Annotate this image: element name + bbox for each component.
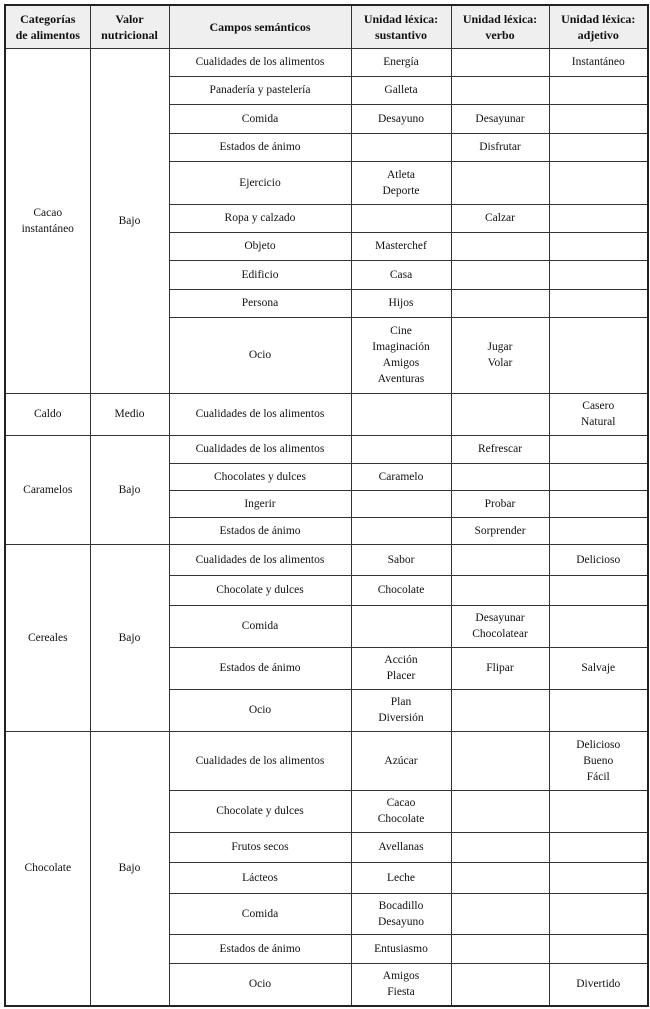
adjective-cell — [549, 463, 648, 490]
verb-cell — [451, 260, 549, 289]
noun-cell: Amigos Fiesta — [351, 963, 451, 1006]
adjective-cell: Casero Natural — [549, 393, 648, 435]
header-row — [5, 5, 648, 48]
semantic-field-cell: Objeto — [169, 232, 351, 260]
adjective-cell — [549, 104, 648, 133]
semantic-field-cell: Comida — [169, 893, 351, 934]
verb-cell — [451, 862, 549, 893]
verb-cell — [451, 731, 549, 790]
semantic-field-cell: Comida — [169, 605, 351, 647]
noun-cell — [351, 490, 451, 517]
table-row — [5, 48, 648, 76]
noun-cell: Cacao Chocolate — [351, 790, 451, 832]
semantic-field-cell: Lácteos — [169, 862, 351, 893]
adjective-cell — [549, 490, 648, 517]
verb-cell — [451, 575, 549, 605]
nutritional-value-cell: Bajo — [90, 435, 169, 544]
adjective-cell — [549, 435, 648, 463]
adjective-cell — [549, 790, 648, 832]
table-row — [5, 731, 648, 790]
verb-cell: Sorprender — [451, 517, 549, 544]
adjective-cell — [549, 893, 648, 934]
semantic-field-cell: Chocolate y dulces — [169, 790, 351, 832]
verb-cell: Flipar — [451, 647, 549, 689]
semantic-field-cell: Ejercicio — [169, 161, 351, 204]
adjective-cell — [549, 133, 648, 161]
nutritional-value-cell: Bajo — [90, 48, 169, 393]
adjective-cell — [549, 204, 648, 232]
verb-cell — [451, 934, 549, 963]
noun-cell: Bocadillo Desayuno — [351, 893, 451, 934]
noun-cell: Avellanas — [351, 832, 451, 862]
noun-cell — [351, 517, 451, 544]
noun-cell: Hijos — [351, 289, 451, 317]
verb-cell — [451, 48, 549, 76]
verb-cell — [451, 544, 549, 575]
semantic-field-cell: Cualidades de los alimentos — [169, 393, 351, 435]
category-cell: Chocolate — [5, 731, 90, 1006]
noun-cell: Entusiasmo — [351, 934, 451, 963]
semantic-field-cell: Panadería y pastelería — [169, 76, 351, 104]
verb-cell — [451, 893, 549, 934]
adjective-cell — [549, 289, 648, 317]
header-noun: Unidad léxica: sustantivo — [351, 5, 451, 48]
table-row — [5, 393, 648, 435]
semantic-field-cell: Ocio — [169, 689, 351, 731]
adjective-cell — [549, 317, 648, 393]
category-cell: Caramelos — [5, 435, 90, 544]
adjective-cell — [549, 232, 648, 260]
verb-cell — [451, 689, 549, 731]
noun-cell: Sabor — [351, 544, 451, 575]
noun-cell — [351, 605, 451, 647]
noun-cell: Casa — [351, 260, 451, 289]
table-row — [5, 544, 648, 575]
verb-cell: Disfrutar — [451, 133, 549, 161]
noun-cell: Cine Imaginación Amigos Aventuras — [351, 317, 451, 393]
adjective-cell — [549, 934, 648, 963]
header-category: Categorías de alimentos — [5, 5, 90, 48]
noun-cell: Plan Diversión — [351, 689, 451, 731]
verb-cell: Calzar — [451, 204, 549, 232]
verb-cell — [451, 963, 549, 1006]
adjective-cell — [549, 76, 648, 104]
header-verb: Unidad léxica: verbo — [451, 5, 549, 48]
verb-cell: Desayunar Chocolatear — [451, 605, 549, 647]
semantic-field-cell: Edificio — [169, 260, 351, 289]
verb-cell — [451, 289, 549, 317]
verb-cell: Jugar Volar — [451, 317, 549, 393]
header-adjective: Unidad léxica: adjetivo — [549, 5, 648, 48]
noun-cell — [351, 204, 451, 232]
noun-cell: Acción Placer — [351, 647, 451, 689]
adjective-cell — [549, 260, 648, 289]
header-nutritional-value: Valor nutricional — [90, 5, 169, 48]
adjective-cell: Divertido — [549, 963, 648, 1006]
semantic-field-cell: Estados de ánimo — [169, 647, 351, 689]
adjective-cell — [549, 862, 648, 893]
verb-cell — [451, 832, 549, 862]
semantic-field-cell: Estados de ánimo — [169, 517, 351, 544]
adjective-cell — [549, 575, 648, 605]
noun-cell — [351, 393, 451, 435]
nutritional-value-cell: Bajo — [90, 544, 169, 731]
noun-cell: Chocolate — [351, 575, 451, 605]
adjective-cell: Delicioso — [549, 544, 648, 575]
verb-cell — [451, 463, 549, 490]
header-semantic-fields: Campos semánticos — [169, 5, 351, 48]
semantic-field-cell: Cualidades de los alimentos — [169, 544, 351, 575]
verb-cell: Probar — [451, 490, 549, 517]
verb-cell: Desayunar — [451, 104, 549, 133]
semantic-field-cell: Ocio — [169, 317, 351, 393]
noun-cell: Azúcar — [351, 731, 451, 790]
semantic-field-cell: Frutos secos — [169, 832, 351, 862]
adjective-cell — [549, 161, 648, 204]
semantic-field-cell: Ocio — [169, 963, 351, 1006]
semantic-field-cell: Chocolates y dulces — [169, 463, 351, 490]
semantic-field-cell: Chocolate y dulces — [169, 575, 351, 605]
semantic-field-cell: Comida — [169, 104, 351, 133]
adjective-cell: Instantáneo — [549, 48, 648, 76]
semantic-field-cell: Ingerir — [169, 490, 351, 517]
table-row — [5, 435, 648, 463]
adjective-cell — [549, 832, 648, 862]
noun-cell: Caramelo — [351, 463, 451, 490]
noun-cell: Masterchef — [351, 232, 451, 260]
category-cell: Cereales — [5, 544, 90, 731]
adjective-cell: Salvaje — [549, 647, 648, 689]
noun-cell: Leche — [351, 862, 451, 893]
verb-cell — [451, 232, 549, 260]
noun-cell: Atleta Deporte — [351, 161, 451, 204]
adjective-cell — [549, 689, 648, 731]
adjective-cell — [549, 605, 648, 647]
noun-cell — [351, 133, 451, 161]
semantic-field-cell: Persona — [169, 289, 351, 317]
verb-cell — [451, 161, 549, 204]
semantic-field-cell: Estados de ánimo — [169, 934, 351, 963]
category-cell: Caldo — [5, 393, 90, 435]
verb-cell — [451, 393, 549, 435]
semantic-field-cell: Estados de ánimo — [169, 133, 351, 161]
food-lexicon-table — [4, 4, 649, 1007]
adjective-cell — [549, 517, 648, 544]
category-cell: Cacao instantáneo — [5, 48, 90, 393]
verb-cell — [451, 76, 549, 104]
semantic-field-cell: Cualidades de los alimentos — [169, 731, 351, 790]
noun-cell: Galleta — [351, 76, 451, 104]
semantic-field-cell: Cualidades de los alimentos — [169, 48, 351, 76]
noun-cell: Desayuno — [351, 104, 451, 133]
nutritional-value-cell: Medio — [90, 393, 169, 435]
noun-cell: Energía — [351, 48, 451, 76]
nutritional-value-cell: Bajo — [90, 731, 169, 1006]
semantic-field-cell: Ropa y calzado — [169, 204, 351, 232]
noun-cell — [351, 435, 451, 463]
verb-cell — [451, 790, 549, 832]
semantic-field-cell: Cualidades de los alimentos — [169, 435, 351, 463]
verb-cell: Refrescar — [451, 435, 549, 463]
adjective-cell: Delicioso Bueno Fácil — [549, 731, 648, 790]
